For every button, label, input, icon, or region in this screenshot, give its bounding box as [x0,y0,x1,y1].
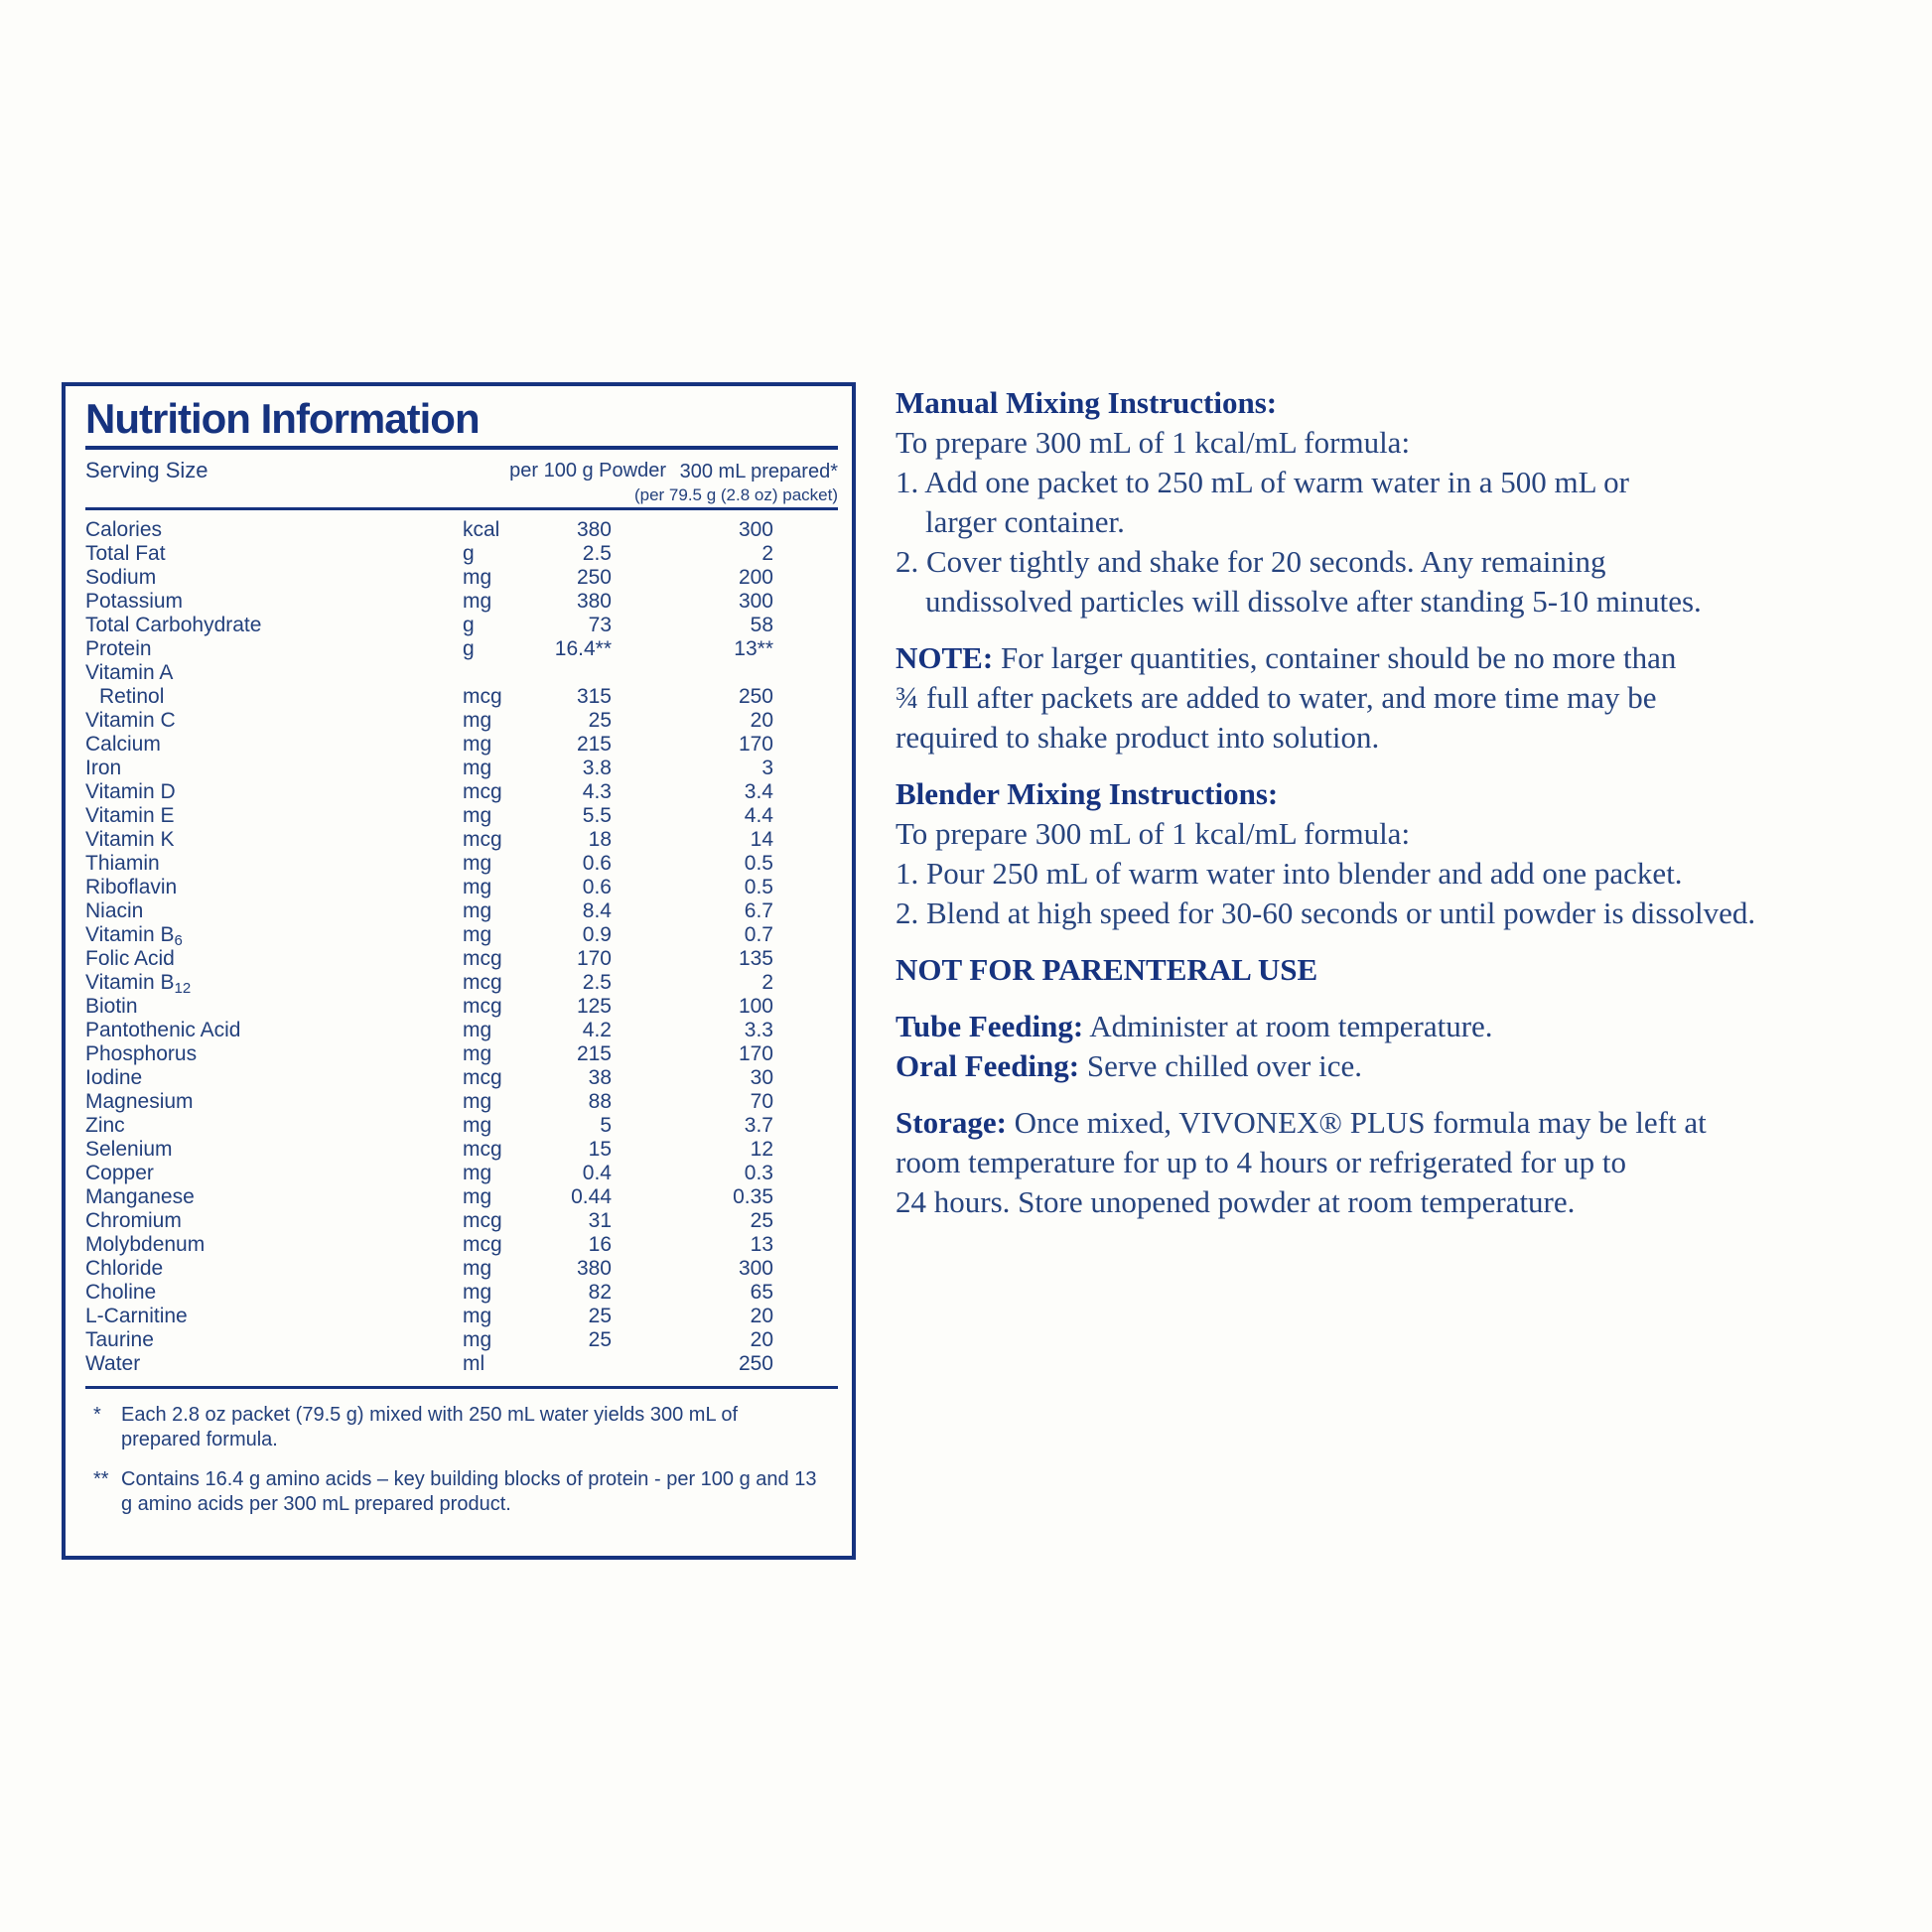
nutrient-name: Chromium [85,1209,182,1232]
nutrient-row-manganese [85,1185,838,1209]
nutrient-row-vitamin-c [85,709,838,733]
instruction-bold-text: Tube Feeding: [896,1009,1084,1043]
instruction-line: 2. Cover tightly and shake for 20 seconds. Any remaining [896,544,1606,579]
instruction-bold-text: Blender Mixing Instructions: [896,776,1279,811]
instruction-line: room temperature for up to 4 hours or refrigerated for up to [896,1145,1626,1179]
nutrient-row-thiamin [85,852,838,876]
storage-section [896,1103,1898,1222]
nutrient-name: Choline [85,1281,157,1304]
nutrient-unit: mg [463,1328,492,1351]
nutrient-name: Iodine [85,1066,143,1089]
instruction-line: 24 hours. Store unopened powder at room temperature. [896,1184,1576,1219]
nutrient-name: Selenium [85,1138,173,1161]
nutrient-table [85,518,838,1376]
nutrient-name: Pantothenic Acid [85,1019,241,1041]
nutrient-unit: ml [463,1352,485,1375]
value-per-100g: 73 [588,614,612,636]
value-per-300ml: 20 [750,709,773,732]
nutrient-row-phosphorus [85,1042,838,1066]
value-per-100g: 125 [576,995,612,1018]
nutrient-row-vitamin-d [85,780,838,804]
nutrient-row-zinc [85,1114,838,1138]
nutrient-unit: mg [463,1281,492,1304]
nutrient-name: Phosphorus [85,1042,198,1065]
nutrient-name: Potassium [85,590,184,613]
value-per-100g: 31 [588,1209,612,1232]
instruction-line: required to shake product into solution. [896,720,1380,755]
manual-mixing-section [896,383,1898,621]
instruction-bold-text: Storage: [896,1105,1007,1140]
nutrient-row-pantothenic-acid [85,1019,838,1042]
nutrient-row-folic-acid [85,947,838,971]
nutrient-unit: mg [463,1090,492,1113]
nutrient-unit: mg [463,1042,492,1065]
nutrient-unit: g [463,637,475,660]
nutrient-unit: mg [463,1114,492,1137]
feeding-section [896,1007,1898,1086]
column-header-per-100g-powder: per 100 g Powder [509,460,666,482]
instruction-line: 1. Add one packet to 250 mL of warm water in a 500 mL or [896,465,1629,499]
nutrient-unit: mcg [463,971,502,994]
value-per-100g: 380 [576,1257,612,1280]
value-per-300ml: 250 [738,685,773,708]
column-header-prepared-line1: 300 mL prepared* [679,461,838,483]
value-per-100g: 5 [600,1114,612,1137]
nutrient-row-calcium [85,733,838,757]
nutrient-unit: mcg [463,780,502,803]
nutrient-row-vitamin-k [85,828,838,852]
header-divider [85,507,838,510]
instruction-line: Storage: Once mixed, VIVONEX® PLUS formula may be left at [896,1105,1707,1140]
nutrient-unit: mcg [463,1138,502,1161]
footnotes [85,1386,838,1517]
nutrient-name: Protein [85,637,152,660]
nutrient-name: Iron [85,757,122,779]
nutrient-row-l-carnitine [85,1305,838,1328]
nutrition-information-panel [62,382,856,1560]
nutrient-name: Vitamin K [85,828,175,851]
nutrient-row-retinol [85,685,838,709]
value-per-300ml: 3.3 [744,1019,773,1041]
value-per-100g: 4.3 [582,780,612,803]
nutrient-row-magnesium [85,1090,838,1114]
nutrient-row-choline [85,1281,838,1305]
nutrient-unit: mg [463,566,492,589]
value-per-300ml: 13** [734,637,773,660]
nutrient-row-niacin [85,899,838,923]
value-per-100g: 15 [588,1138,612,1161]
nutrient-name: Riboflavin [85,876,178,898]
nutrient-unit: mg [463,1257,492,1280]
value-per-100g: 18 [588,828,612,851]
nutrient-row-selenium [85,1138,838,1162]
value-per-300ml: 170 [738,1042,773,1065]
nutrient-unit: mcg [463,1066,502,1089]
nutrient-unit: mg [463,757,492,779]
footnote-2: ** Contains 16.4 g amino acids – key building blocks of protein - per 100 g and 13 g amino acids per 300 mL prepared product. [93,1468,817,1515]
column-header-prepared-line2: (per 79.5 g (2.8 oz) packet) [633,485,838,504]
instruction-bold-text: Manual Mixing Instructions: [896,385,1278,420]
nutrient-row-copper [85,1162,838,1185]
value-per-100g: 2.5 [582,971,612,994]
nutrient-name: Molybdenum [85,1233,206,1256]
nutrient-row-taurine [85,1328,838,1352]
footnote-marker: * [93,1404,101,1426]
nutrient-unit: mcg [463,1209,502,1232]
nutrient-name: Retinol [99,685,165,708]
value-per-100g: 16 [588,1233,612,1256]
value-per-300ml: 14 [750,828,773,851]
value-per-300ml: 250 [738,1352,773,1375]
instruction-line: To prepare 300 mL of 1 kcal/mL formula: [896,425,1411,460]
parenteral-warning-section [896,950,1898,990]
panel-title: Nutrition Information [85,395,480,442]
value-per-100g: 16.4** [554,637,612,660]
value-per-100g: 380 [576,590,612,613]
value-per-300ml: 300 [738,590,773,613]
instruction-line: ¾ full after packets are added to water, and more time may be [896,680,1657,715]
value-per-100g: 25 [588,1328,612,1351]
nutrient-row-molybdenum [85,1233,838,1257]
value-per-300ml: 100 [738,995,773,1018]
nutrient-unit: mg [463,590,492,613]
nutrient-name: Vitamin $B_{12}$ [85,971,192,997]
nutrient-name: L-Carnitine [85,1305,188,1327]
value-per-100g: 0.6 [582,876,612,898]
value-per-300ml: 2 [761,971,773,994]
value-per-100g: 215 [576,1042,612,1065]
nutrient-name: Manganese [85,1185,195,1208]
value-per-100g: 8.4 [582,899,612,922]
value-per-100g: 82 [588,1281,612,1304]
nutrient-row-iron [85,757,838,780]
instruction-line: To prepare 300 mL of 1 kcal/mL formula: [896,816,1411,851]
footnote-marker: ** [93,1468,109,1490]
nutrient-unit: mg [463,709,492,732]
instruction-line: NOTE: For larger quantities, container should be no more than [896,640,1677,675]
nutrient-name: Vitamin D [85,780,176,803]
nutrient-name: Folic Acid [85,947,175,970]
value-per-300ml: 3.7 [744,1114,773,1137]
nutrient-row-vitamin-a [85,661,838,685]
nutrient-name: Vitamin E [85,804,175,827]
instruction-line: 1. Pour 250 mL of warm water into blender and add one packet. [896,856,1683,891]
column-header-300ml-prepared [634,460,838,507]
value-per-300ml: 25 [750,1209,773,1232]
instruction-line: larger container. [925,504,1125,539]
nutrient-unit: mcg [463,947,502,970]
value-per-100g: 88 [588,1090,612,1113]
nutrient-name: Calories [85,518,163,541]
nutrient-unit: mg [463,1019,492,1041]
value-per-100g: 38 [588,1066,612,1089]
value-per-300ml: 20 [750,1305,773,1327]
value-per-300ml: 300 [738,1257,773,1280]
instruction-line: Oral Feeding: Serve chilled over ice. [896,1048,1363,1083]
nutrient-name: Magnesium [85,1090,194,1113]
nutrient-unit: mcg [463,828,502,851]
nutrient-name: Copper [85,1162,154,1184]
value-per-100g: 4.2 [582,1019,612,1041]
nutrient-row-total-carbohydrate [85,614,838,637]
nutrient-unit: mg [463,1162,492,1184]
note-section [896,638,1898,758]
nutrient-name: Niacin [85,899,144,922]
nutrient-row-chloride [85,1257,838,1281]
value-per-300ml: 13 [750,1233,773,1256]
instruction-line [896,774,1898,814]
nutrient-unit: g [463,542,475,565]
value-per-100g: 5.5 [582,804,612,827]
value-per-100g: 215 [576,733,612,756]
nutrient-name: Zinc [85,1114,125,1137]
value-per-100g: 25 [588,709,612,732]
value-per-300ml: 2 [761,542,773,565]
nutrient-name: Water [85,1352,141,1375]
value-per-300ml: 30 [750,1066,773,1089]
nutrient-name-subscript: 6 [174,932,183,949]
blender-mixing-section [896,774,1898,933]
nutrient-row-vitamin-b12 [85,971,838,995]
value-per-100g: 2.5 [582,542,612,565]
footnote-1: * Each 2.8 oz packet (79.5 g) mixed with 250 mL water yields 300 mL of prepared formula. [93,1404,739,1450]
nutrient-name: Total Carbohydrate [85,614,262,636]
value-per-300ml: 20 [750,1328,773,1351]
nutrient-name: Chloride [85,1257,164,1280]
nutrient-unit: mg [463,899,492,922]
nutrient-unit: mg [463,923,492,946]
nutrient-name: Vitamin $B_6$ [85,923,183,949]
nutrient-name: Sodium [85,566,157,589]
value-per-100g: 0.6 [582,852,612,875]
nutrient-row-iodine [85,1066,838,1090]
nutrient-unit: mcg [463,1233,502,1256]
nutrient-row-vitamin-e [85,804,838,828]
value-per-100g: 3.8 [582,757,612,779]
mixing-instructions-panel [896,383,1898,1239]
nutrient-unit: mcg [463,995,502,1018]
nutrient-row-sodium [85,566,838,590]
nutrient-row-vitamin-b6 [85,923,838,947]
value-per-300ml: 0.7 [744,923,773,946]
value-per-300ml: 12 [750,1138,773,1161]
value-per-300ml: 3 [761,757,773,779]
instruction-line [896,383,1898,423]
nutrient-name: Taurine [85,1328,154,1351]
nutrient-unit: kcal [463,518,500,541]
nutrient-name: Total Fat [85,542,166,565]
nutrient-unit: mg [463,852,492,875]
nutrient-row-water [85,1352,838,1376]
value-per-300ml: 58 [750,614,773,636]
nutrient-unit: mg [463,804,492,827]
value-per-100g: 0.44 [571,1185,612,1208]
nutrient-name-subscript: 12 [174,980,192,997]
nutrient-unit: mcg [463,685,502,708]
instruction-line: Tube Feeding: Administer at room temperature. [896,1009,1493,1043]
value-per-300ml: 200 [738,566,773,589]
value-per-300ml: 4.4 [744,804,773,827]
nutrient-row-biotin [85,995,838,1019]
nutrient-name: Calcium [85,733,161,756]
value-per-300ml: 0.5 [744,876,773,898]
nutrient-unit: mg [463,733,492,756]
value-per-100g: 170 [576,947,612,970]
value-per-100g: 0.4 [582,1162,612,1184]
nutrient-unit: mg [463,1185,492,1208]
nutrient-row-riboflavin [85,876,838,899]
nutrient-unit: g [463,614,475,636]
instruction-bold-text: Oral Feeding: [896,1048,1080,1083]
serving-size-label: Serving Size [85,458,208,483]
nutrient-row-protein [85,637,838,661]
instruction-bold-text: NOTE: [896,640,994,675]
nutrient-unit: mg [463,876,492,898]
value-per-100g: 0.9 [582,923,612,946]
value-per-100g: 25 [588,1305,612,1327]
nutrient-row-chromium [85,1209,838,1233]
table-header [85,450,838,507]
instruction-line: undissolved particles will dissolve after standing 5-10 minutes. [925,584,1702,619]
instruction-line [896,950,1898,990]
value-per-300ml: 70 [750,1090,773,1113]
value-per-100g: 250 [576,566,612,589]
value-per-100g: 315 [576,685,612,708]
instruction-line: 2. Blend at high speed for 30-60 seconds or until powder is dissolved. [896,896,1756,930]
nutrient-row-total-fat [85,542,838,566]
nutrient-row-calories [85,518,838,542]
instruction-bold-text: NOT FOR PARENTERAL USE [896,952,1318,987]
nutrient-name: Thiamin [85,852,160,875]
value-per-300ml: 0.3 [744,1162,773,1184]
value-per-300ml: 135 [738,947,773,970]
nutrient-name: Vitamin A [85,661,174,684]
nutrient-name: Vitamin C [85,709,176,732]
value-per-300ml: 3.4 [744,780,773,803]
nutrient-name: Biotin [85,995,138,1018]
value-per-300ml: 300 [738,518,773,541]
nutrient-row-potassium [85,590,838,614]
value-per-300ml: 170 [738,733,773,756]
value-per-100g: 380 [576,518,612,541]
value-per-300ml: 65 [750,1281,773,1304]
nutrient-unit: mg [463,1305,492,1327]
value-per-300ml: 6.7 [744,899,773,922]
value-per-300ml: 0.5 [744,852,773,875]
value-per-300ml: 0.35 [733,1185,773,1208]
